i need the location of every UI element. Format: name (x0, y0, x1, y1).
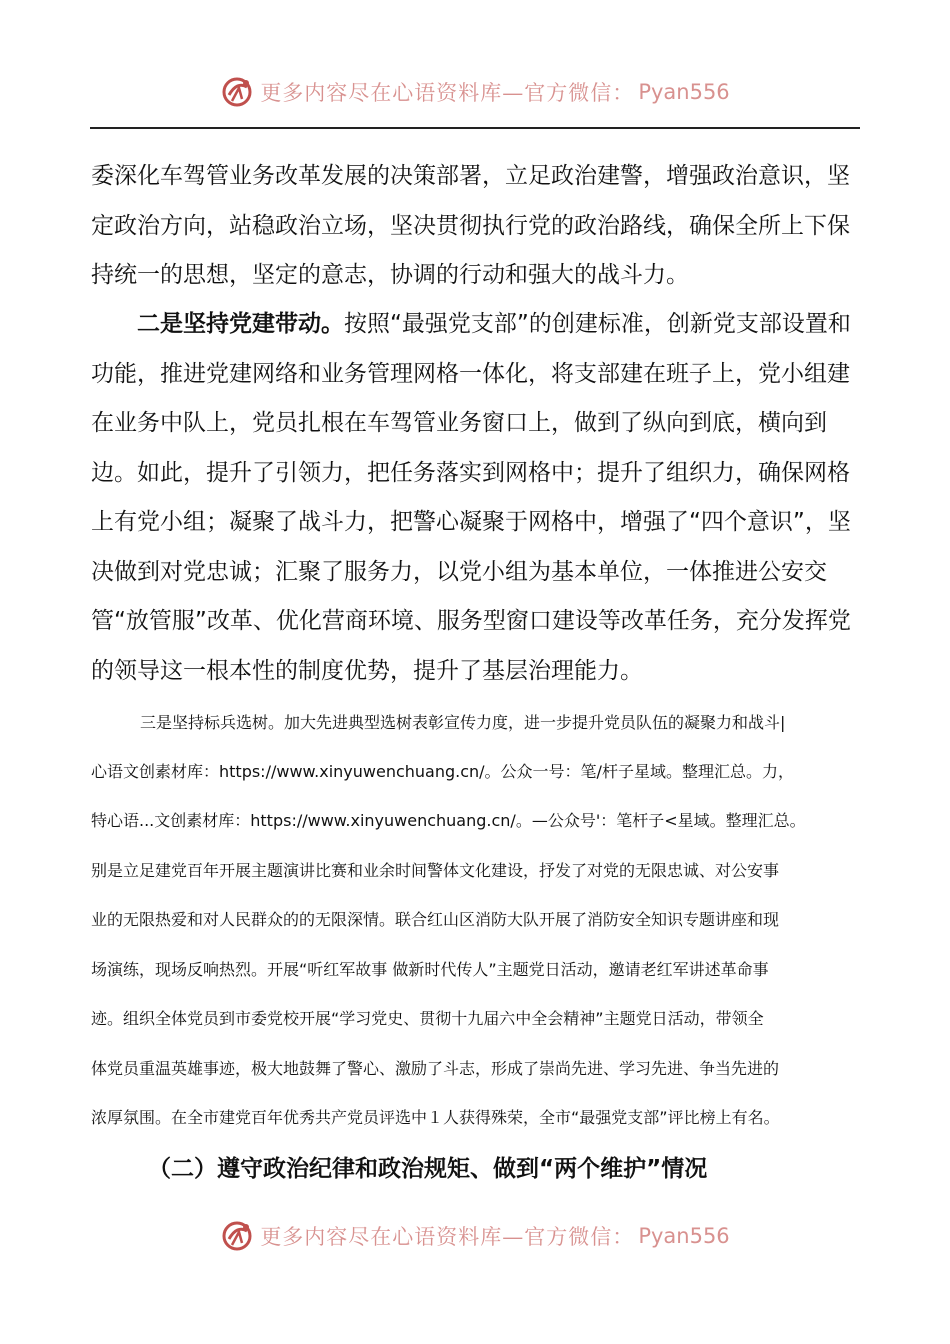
small-line: 业的无限热爱和对人民群众的的无限深情。联合红山区消防大队开展了消防安全知识专题讲座和现 (91, 910, 780, 929)
paragraph-1-text: 委深化车驾管业务改革发展的决策部署，立足政治建警，增强政治意识，坚定政治方向，站稳政治立场，坚决贯彻执行党的政治路线，确保全所上下保持统一的思想，坚定的意志，协调的行动和强大的战斗力。 (91, 163, 850, 288)
paragraph-2-text: 按照“最强党支部”的创建标准，创新党支部设置和功能，推进党建网络和业务管理网格一体化，将支部建在班子上，党小组建在业务中队上，党员扎根在车驾管业务窗口上，做到了纵向到底，横向到边。如此，提升了引领力，把任务落实到网格中；提升了组织力，确保网格上有党小组；凝聚了战斗力，把警心凝聚于网格中，增强了“四个意识”，坚决做到对党忠诚；汇聚了服务力，以党小组为基本单位，一体推进公安交管“放管服”改革、优化营商环境、服务型窗口建设等改革任务，充分发挥党的领导这一根本性的制度优势，提升了基层治理能力。 (91, 311, 851, 684)
paragraph-1 (91, 152, 861, 301)
paragraph-2 (91, 300, 861, 696)
small-line: 场演练，现场反响热烈。开展“听红军故事 做新时代传人”主题党日活动，邀请老红军讲述革命事 (91, 960, 769, 979)
small-line: 浓厚氛围。在全市建党百年优秀共产党员评选中１人获得殊荣，全市“最强党支部”评比榜上有名。 (91, 1108, 780, 1127)
paragraph-2-lead: 二是坚持党建带动。 (137, 311, 344, 337)
watermark-text: 更多内容尽在心语资料库—官方微信： (260, 1225, 635, 1249)
small-line: 别是立足建党百年开展主题演讲比赛和业余时间警体文化建设，抒发了对党的无限忠诚、对公安事 (91, 861, 780, 880)
small-line: 特心语...文创素材库：https://www.xinyuwenchuang.cn/。—公众号'：笔杆子<星域。整理汇总。 (91, 811, 806, 830)
small-line: 心语文创素材库：https://www.xinyuwenchuang.cn/。公众一号：笔/杆子星域。整理汇总。力， (91, 762, 794, 781)
footer-watermark (0, 1214, 950, 1258)
logo-icon (220, 75, 254, 109)
watermark-id: Pyan556 (638, 80, 730, 104)
logo-icon (220, 1219, 254, 1253)
header-watermark (0, 70, 950, 114)
small-line: 三是坚持标兵选树。加大先进典型选树表彰宣传力度，进一步提升党员队伍的凝聚力和战斗| (140, 713, 786, 732)
watermark-id: Pyan556 (638, 1224, 730, 1248)
section-heading: （二）遵守政治纪律和政治规矩、做到“两个维护”情况 (148, 1156, 708, 1182)
watermark-text: 更多内容尽在心语资料库—官方微信： (260, 81, 635, 105)
small-line: 迹。组织全体党员到市委党校开展“学习党史、贯彻十九届六中全会精神”主题党日活动，带领全 (91, 1009, 764, 1028)
header-divider (90, 127, 860, 129)
small-line: 体党员重温英雄事迹，极大地鼓舞了警心、激励了斗志，形成了崇尚先进、学习先进、争当先进的 (91, 1059, 780, 1078)
